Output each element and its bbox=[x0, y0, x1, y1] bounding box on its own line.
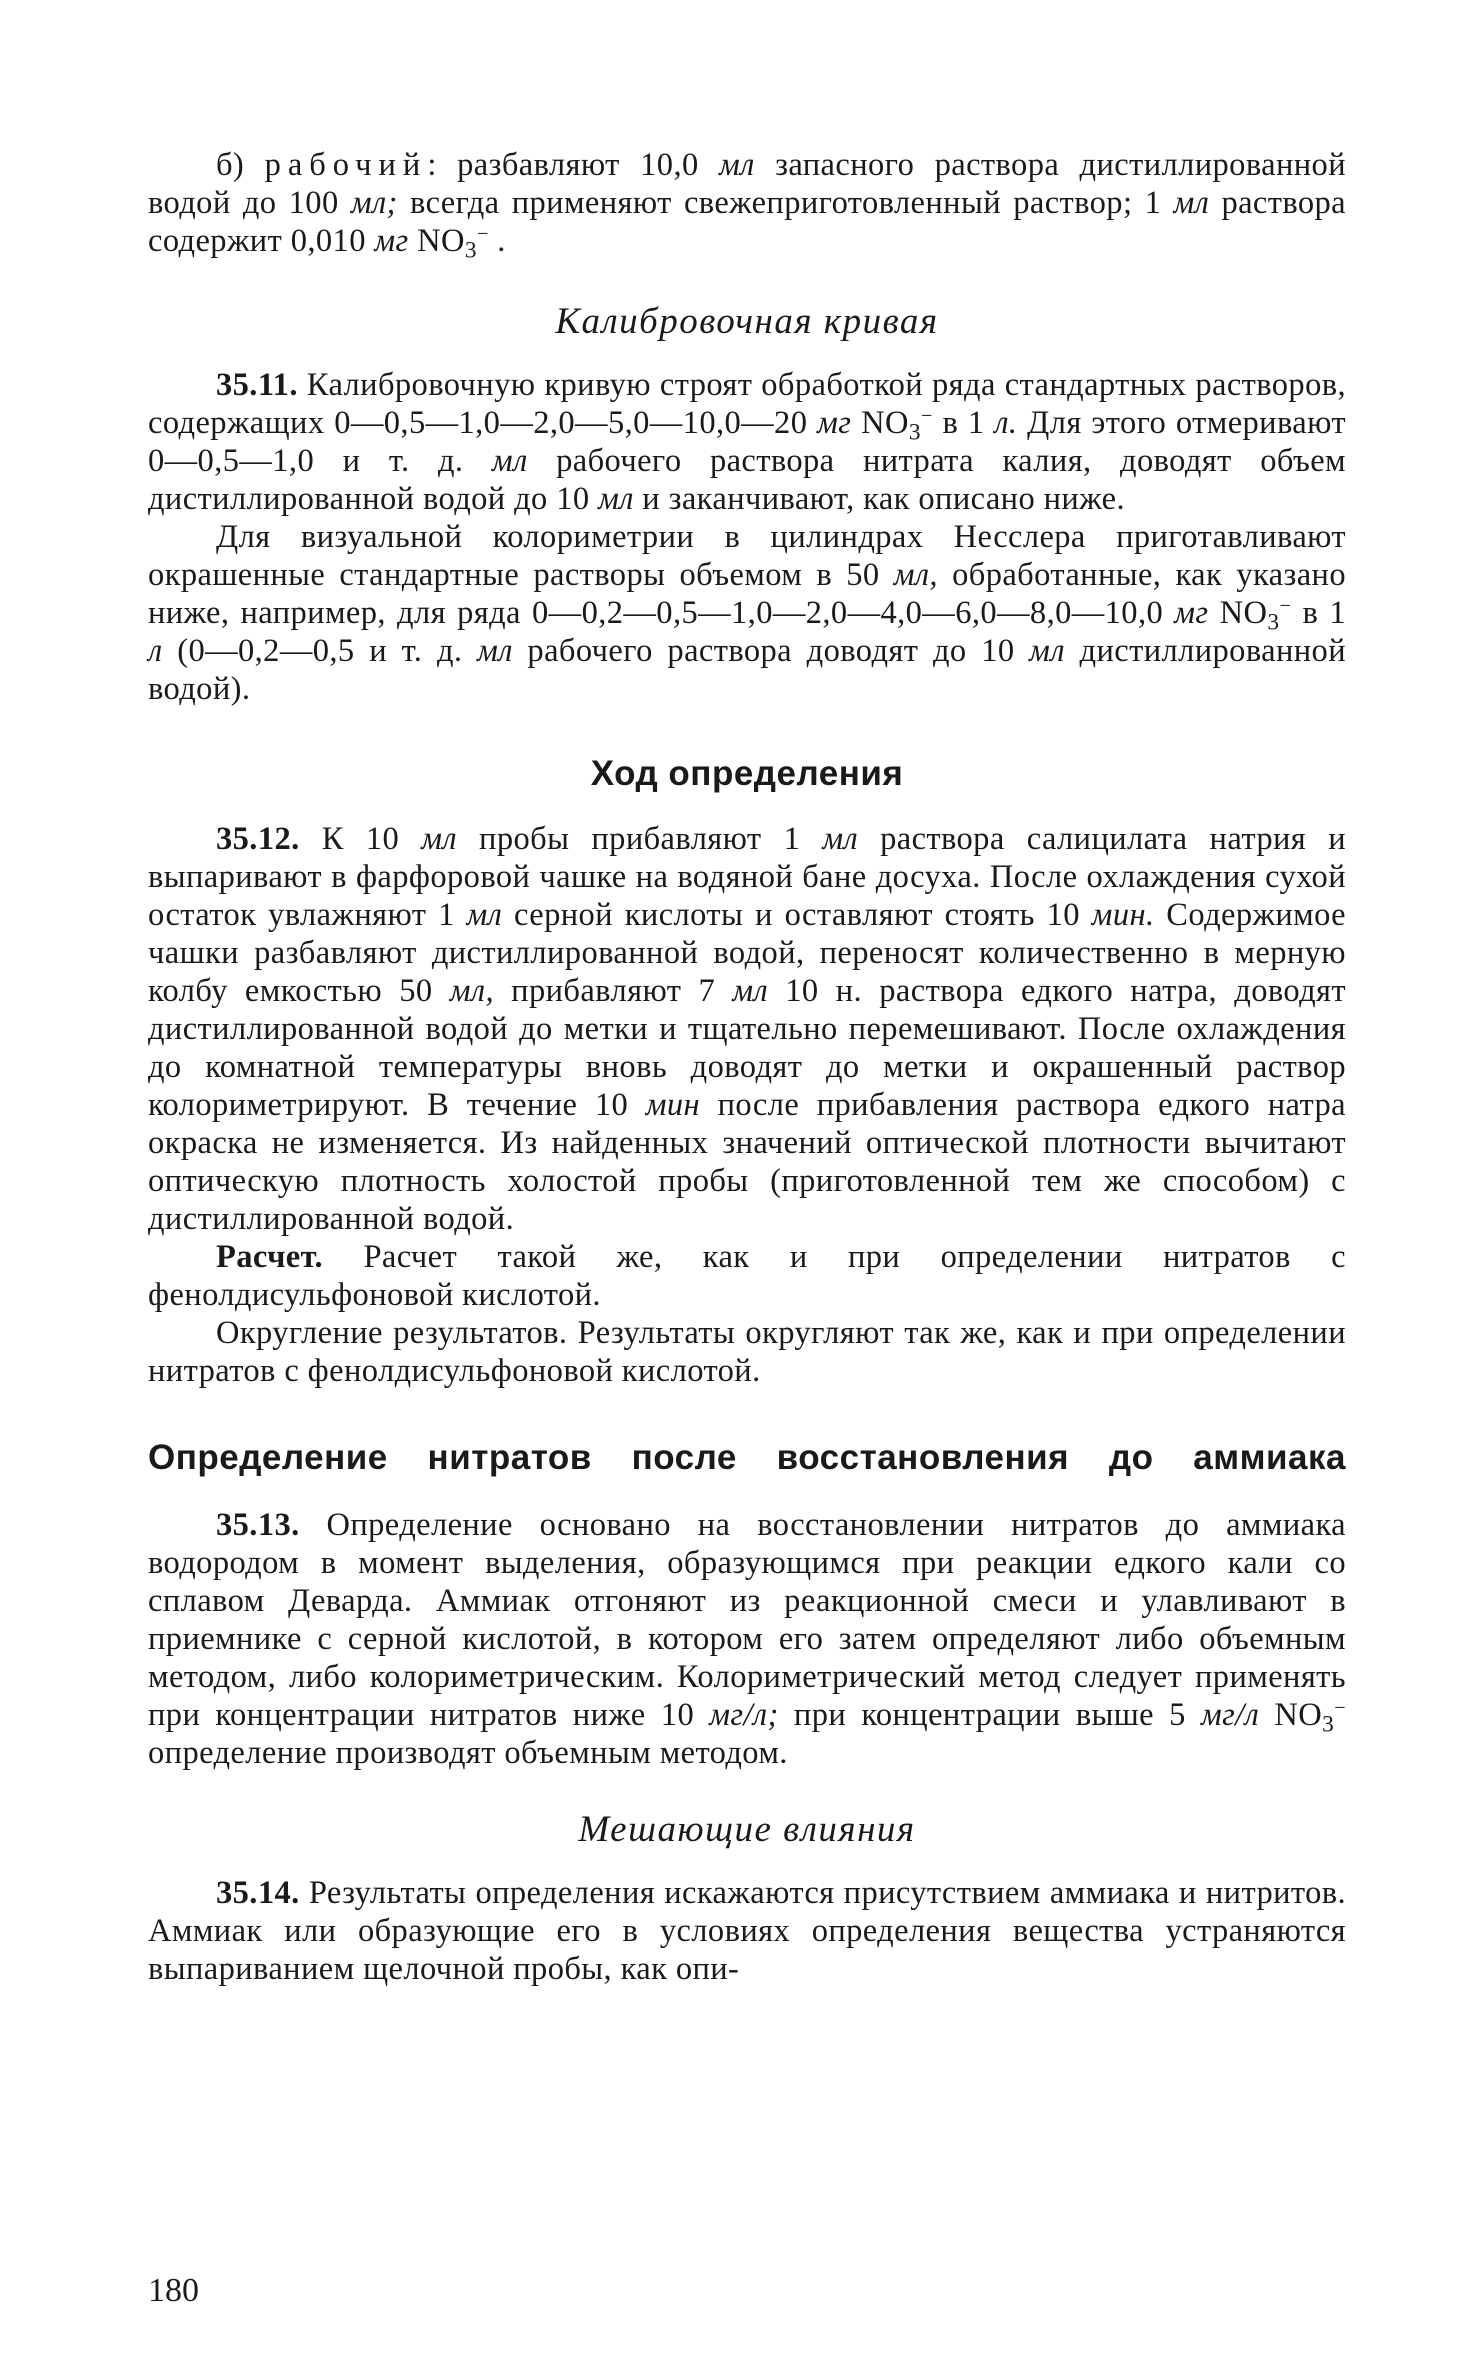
paragraph-text: Определение основано на восстановлении нитратов до аммиака водородом в момент выделения, образующимся при реакции едкого кали со сплавом Деварда. Аммиак отгоняют из реакционной смеси и улавливают в приемнике с серной кислотой, в котором его затем определяют либо объемным методом, либо колориметрическим. Колориметрический метод следует применять при концентрации нитратов ниже 10 bbox=[148, 1507, 1346, 1733]
intro-end: . bbox=[488, 223, 506, 259]
paragraph-text: определение производят объемным методом. bbox=[148, 1735, 788, 1771]
unit: мл bbox=[732, 973, 769, 1009]
paragraph-number: 35.11. bbox=[216, 367, 298, 403]
heading-calibration: Калибровочная кривая bbox=[555, 301, 939, 342]
unit: мг/л bbox=[1200, 1697, 1260, 1733]
paragraph-text: в 1 bbox=[1291, 595, 1346, 631]
paragraph-text: Содержимое чашки разбавляют дистиллированной водой, переносят количественно в мерную колбу емкостью 50 bbox=[148, 897, 1346, 1009]
paragraph-text: Для визуальной колориметрии в цилиндрах Несслера приготавливают окрашенные стандартные растворы объемом в 50 bbox=[148, 519, 1346, 593]
unit: мл, bbox=[893, 557, 938, 593]
paragraph-text: Для этого отмеривают 0—0,5—1,0 и т. д. bbox=[148, 405, 1346, 479]
unit: мл; bbox=[350, 185, 398, 221]
calculation-label: Расчет. bbox=[216, 1239, 324, 1275]
formula-subscript: 3 bbox=[1267, 609, 1280, 636]
formula: NO bbox=[1259, 1697, 1323, 1733]
paragraph-text: Результаты определения искажаются присутствием аммиака и нитритов. Аммиак или образующие его в условиях определения вещества устраняются выпариванием щелочной пробы, как опи- bbox=[148, 1875, 1346, 1987]
formula-superscript: − bbox=[1279, 594, 1292, 617]
unit: мг bbox=[374, 223, 409, 259]
paragraph-text: раствора салицилата натрия и выпаривают в фарфоровой чашке на водяной бане досуха. После охлаждения сухой остаток увлажняют 1 bbox=[148, 821, 1346, 933]
paragraph-text: пробы прибавляют 1 bbox=[456, 821, 823, 857]
heading-interference: Мешающие влияния bbox=[578, 1809, 916, 1850]
formula: NO bbox=[408, 223, 465, 259]
paragraph-text: К 10 bbox=[299, 821, 422, 857]
intro-paragraph bbox=[148, 146, 1347, 264]
unit: мл, bbox=[449, 973, 494, 1009]
intro-text: всегда применяют свежеприготовленный раствор; 1 bbox=[397, 185, 1174, 221]
unit: мг bbox=[817, 405, 852, 441]
paragraph-35-11 bbox=[148, 366, 1346, 518]
unit: мг/л; bbox=[709, 1697, 779, 1733]
paragraph-number: 35.14. bbox=[216, 1875, 300, 1911]
page-body bbox=[148, 146, 1346, 1988]
unit: мл bbox=[822, 821, 859, 857]
paragraph-text: и заканчивают, как описано ниже. bbox=[633, 481, 1125, 517]
paragraph-number: 35.12. bbox=[216, 821, 300, 857]
paragraph-text: 10 н. раствора едкого натра, доводят дистиллированной водой до метки и тщательно перемешивают. После охлаждения до комнатной температуры вновь доводят до метки и окрашенный раствор колориметрируют. В течение 10 bbox=[148, 973, 1346, 1123]
unit: мл bbox=[598, 481, 634, 517]
unit: мл bbox=[421, 821, 457, 857]
intro-text: : разбавляют 10,0 bbox=[427, 147, 720, 183]
unit: мл bbox=[466, 897, 503, 933]
unit: л. bbox=[994, 405, 1018, 441]
paragraph-text: Калибровочную кривую строят обработкой ряда стандартных растворов, содержащих 0—0,5—1,0—2,0—5,0—10,0—20 bbox=[148, 367, 1346, 441]
paragraph-35-14 bbox=[148, 1874, 1346, 1988]
formula-subscript: 3 bbox=[464, 237, 477, 264]
intro-text: раствора содержит 0,010 bbox=[148, 185, 1346, 259]
paragraph-text: в 1 bbox=[932, 405, 995, 441]
unit: мг bbox=[1174, 595, 1209, 631]
page-number: 180 bbox=[148, 2272, 199, 2309]
paragraph-text: после прибавления раствора едкого натра окраска не изменяется. Из найденных значений оптической плотности вычитают оптическую плотность холостой пробы (приготовленной тем же способом) с дистиллированной водой. bbox=[148, 1087, 1346, 1237]
formula-subscript: 3 bbox=[908, 419, 921, 446]
unit: мл bbox=[719, 147, 755, 183]
unit: мин bbox=[645, 1087, 701, 1123]
formula-superscript: − bbox=[477, 222, 489, 245]
unit: л bbox=[148, 633, 163, 669]
paragraph-text: дистиллированной водой). bbox=[148, 633, 1346, 707]
heading-ammonia: Определение нитратов после восстановления до аммиака bbox=[148, 1438, 1346, 1477]
paragraph-rounding: Округление результатов. Результаты округляют так же, как и при определении нитратов с фенолдисульфоновой кислотой. bbox=[148, 1315, 1346, 1389]
paragraph-35-12 bbox=[148, 820, 1346, 1238]
unit: мл bbox=[1173, 185, 1210, 221]
paragraph-text: рабочего раствора нитрата калия, доводят объем дистиллированной водой до 10 bbox=[148, 443, 1346, 517]
paragraph-number: 35.13. bbox=[216, 1507, 300, 1543]
intro-label: б) bbox=[216, 147, 265, 183]
paragraph-35-13 bbox=[148, 1506, 1346, 1772]
paragraph-text: Расчет такой же, как и при определении нитратов с фенолдисульфоновой кислотой. bbox=[148, 1239, 1346, 1313]
formula-subscript: 3 bbox=[1322, 1711, 1335, 1738]
paragraph-text: серной кислоты и оставляют стоять 10 bbox=[502, 897, 1092, 933]
formula: NO bbox=[851, 405, 909, 441]
paragraph-text: обработанные, как указано ниже, например, для ряда 0—0,2—0,5—1,0—2,0—4,0—6,0—8,0—10,0 bbox=[148, 557, 1346, 631]
intro-spaced-term: рабочий bbox=[264, 147, 428, 183]
intro-text: запасного раствора дистиллированной водой до 100 bbox=[148, 147, 1347, 221]
paragraph-text: при концентрации выше 5 bbox=[778, 1697, 1201, 1733]
paragraph-text: (0—0,2—0,5 и т. д. bbox=[162, 633, 478, 669]
unit: мл bbox=[491, 443, 528, 479]
formula: NO bbox=[1208, 595, 1268, 631]
unit: мл bbox=[1029, 633, 1065, 669]
paragraph-text: рабочего раствора доводят до 10 bbox=[512, 633, 1030, 669]
formula-superscript: − bbox=[1334, 1696, 1346, 1719]
paragraph-nessler bbox=[148, 518, 1346, 708]
unit: мин. bbox=[1091, 897, 1155, 933]
unit: мл bbox=[477, 633, 513, 669]
heading-procedure: Ход определения bbox=[590, 754, 904, 793]
formula-superscript: − bbox=[920, 404, 933, 427]
paragraph-calculation bbox=[148, 1238, 1346, 1314]
paragraph-text: прибавляют 7 bbox=[493, 973, 733, 1009]
